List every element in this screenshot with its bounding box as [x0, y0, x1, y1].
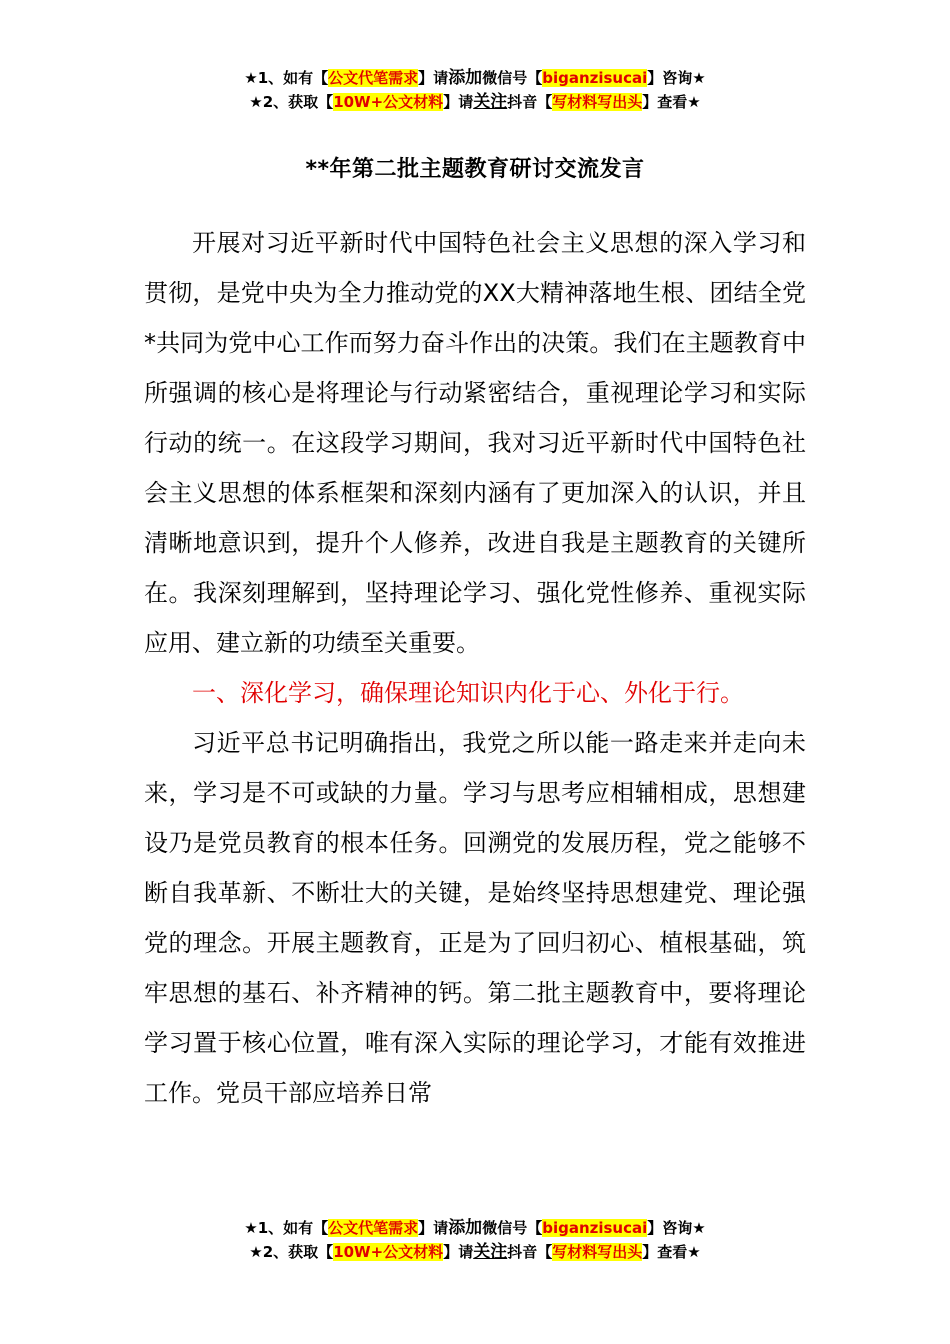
banner-text: ★1、如有【	[244, 69, 329, 87]
banner-emphasis: 添加	[448, 68, 483, 88]
body-paragraph: 习近平总书记明确指出，我党之所以能一路走来并走向未来，学习是不可或缺的力量。学习与思考应相辅相成，思想建设乃是党员教育的根本任务。回溯党的发展历程，党之能够不断自我革新、不断壮大的关键，是始终坚持思想建党、理论强党的理念。开展主题教育，正是为了回归初心、植根基础，筑牢思想的基石、补齐精神的钙。第二批主题教育中，要将理论学习置于核心位置，唯有深入实际的理论学习，才能有效推进工作。党员干部应培养日常	[144, 729, 806, 1107]
banner-text: 】咨询★	[647, 1219, 706, 1237]
banner-text: 】咨询★	[647, 69, 706, 87]
banner-text: ★1、如有【	[244, 1219, 329, 1237]
banner-line-2	[0, 90, 950, 114]
footer-banner	[0, 1216, 950, 1264]
banner-highlight: 10W+公文材料	[333, 93, 444, 111]
banner-text: 微信号【	[482, 1219, 543, 1237]
banner-highlight: 公文代笔需求	[328, 69, 419, 87]
banner-text: 】请	[443, 1243, 474, 1261]
banner-text: 抖音【	[507, 1243, 553, 1261]
banner-emphasis: 关注	[473, 92, 508, 112]
banner-douyin-id: 写材料写出头	[552, 93, 643, 111]
banner-text: 】查看★	[642, 93, 701, 111]
banner-line-1	[0, 1216, 950, 1240]
banner-wechat-id: biganzisucai	[542, 1219, 648, 1237]
banner-text: ★2、获取【	[249, 93, 334, 111]
banner-douyin-id: 写材料写出头	[552, 1243, 643, 1261]
banner-highlight: 公文代笔需求	[328, 1219, 419, 1237]
banner-wechat-id: biganzisucai	[542, 69, 648, 87]
document-title: **年第二批主题教育研讨交流发言	[305, 157, 645, 182]
banner-text: ★2、获取【	[249, 1243, 334, 1261]
body-paragraph: 开展对习近平新时代中国特色社会主义思想的深入学习和贯彻，是党中央为全力推动党的XX大精神落地生根、团结全党*共同为党中心工作而努力奋斗作出的决策。我们在主题教育中所强调的核心是将理论与行动紧密结合，重视理论学习和实际行动的统一。在这段学习期间，我对习近平新时代中国特色社会主义思想的体系框架和深刻内涵有了更加深入的认识，并且清晰地意识到，提升个人修养，改进自我是主题教育的关键所在。我深刻理解到，坚持理论学习、强化党性修养、重视实际应用、建立新的功绩至关重要。	[144, 229, 806, 657]
banner-emphasis: 关注	[473, 1242, 508, 1262]
banner-line-2	[0, 1240, 950, 1264]
banner-line-1	[0, 66, 950, 90]
document-body	[144, 218, 806, 1118]
banner-text: 】请	[443, 93, 474, 111]
section-heading: 一、深化学习，确保理论知识内化于心、外化于行。	[192, 679, 744, 707]
banner-text: 】请	[418, 1219, 449, 1237]
banner-text: 微信号【	[482, 69, 543, 87]
banner-text: 】请	[418, 69, 449, 87]
banner-emphasis: 添加	[448, 1218, 483, 1238]
banner-highlight: 10W+公文材料	[333, 1243, 444, 1261]
banner-text: 】查看★	[642, 1243, 701, 1261]
banner-text: 抖音【	[507, 93, 553, 111]
header-banner	[0, 66, 950, 114]
